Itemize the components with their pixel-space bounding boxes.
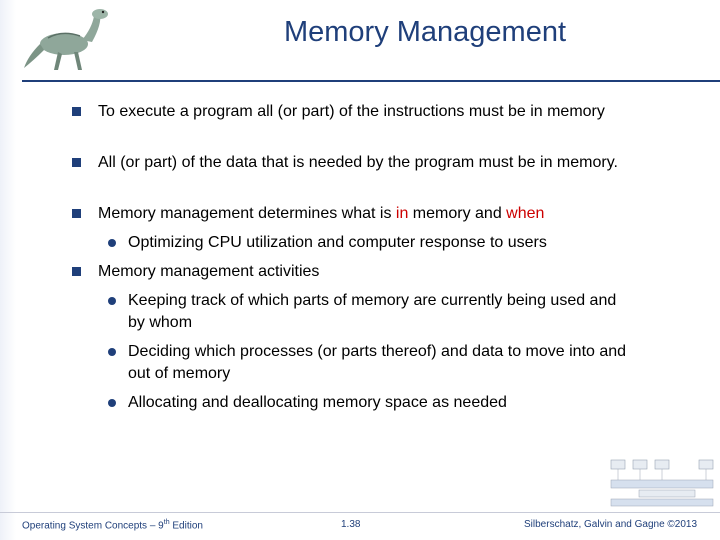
system-diagram-thumbnail-icon xyxy=(609,458,717,508)
bullet-text-part: memory and xyxy=(408,205,507,222)
bullet-text xyxy=(98,203,658,225)
sub-bullet-dot-icon xyxy=(108,239,116,247)
bullet-text: All (or part) of the data that is needed by the program must be in memory. xyxy=(98,154,618,171)
footer-edition-text: Edition xyxy=(169,520,203,532)
footer-page-number: 1.38 xyxy=(341,519,361,530)
sub-bullet-text: Keeping track of which parts of memory are currently being used and by whom xyxy=(128,292,617,331)
bullet-square-icon xyxy=(72,267,81,276)
sub-bullet-dot-icon xyxy=(108,297,116,305)
slide-title: Memory Management xyxy=(283,16,567,48)
footer-book-title xyxy=(22,519,203,531)
highlight-when: when xyxy=(506,205,545,222)
sub-bullet-text: Optimizing CPU utilization and computer response to users xyxy=(128,234,547,251)
sub-bullet-dot-icon xyxy=(108,399,116,407)
footer-divider xyxy=(0,512,720,513)
sub-bullet-text: Allocating and deallocating memory space as needed xyxy=(128,394,507,411)
highlight-in: in xyxy=(395,205,409,222)
bullet-text: To execute a program all (or part) of the instructions must be in memory xyxy=(98,103,605,120)
bullet-square-icon xyxy=(72,107,81,116)
bullet-text: Memory management activities xyxy=(98,263,320,280)
bullet-square-icon xyxy=(72,209,81,218)
sub-bullet-text: Deciding which processes (or parts thereof) and data to move into and out of memory xyxy=(128,343,627,382)
sub-bullet-dot-icon xyxy=(108,348,116,356)
bullet-square-icon xyxy=(72,158,81,167)
footer-book-title-text: Operating System Concepts – 9 xyxy=(22,520,164,532)
footer-authors: Silberschatz, Galvin and Gagne ©2013 xyxy=(524,519,698,530)
footer-superscript: th xyxy=(163,519,170,526)
bullet-text-part: Memory management determines what is xyxy=(98,205,396,222)
